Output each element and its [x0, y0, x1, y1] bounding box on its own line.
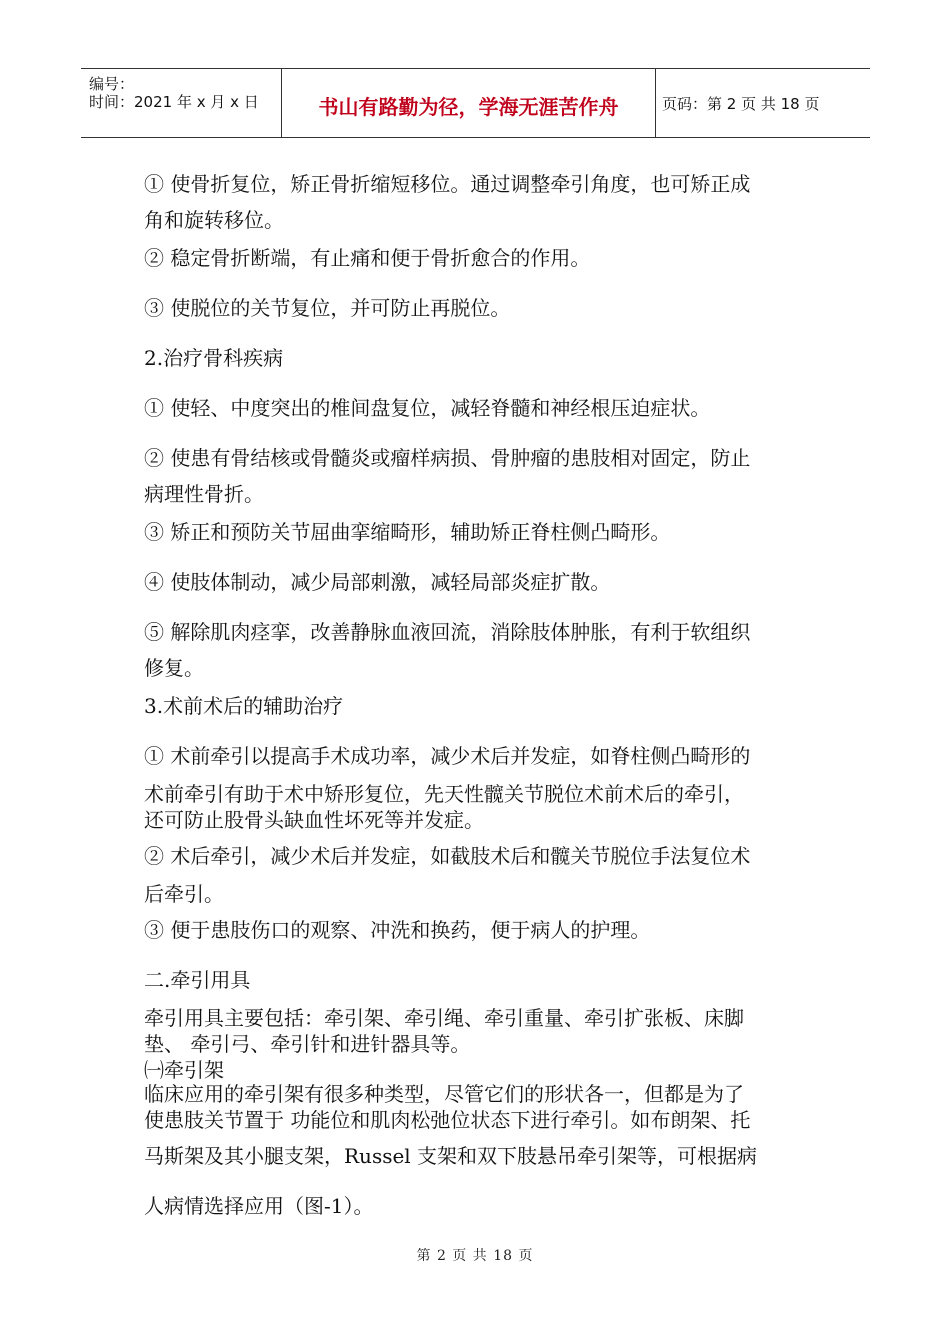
document-header: [81, 68, 870, 138]
header-number-label: 编号：: [89, 75, 135, 93]
body-line: 临床应用的牵引架有很多种类型，尽管它们的形状各一，但都是为了: [144, 1082, 744, 1106]
section-heading: 3.术前术后的辅助治疗: [144, 694, 344, 718]
body-line: 牵引用具主要包括：牵引架、牵引绳、牵引重量、牵引扩张板、床脚: [144, 1006, 744, 1030]
page-footer: 第 2 页 共 18 页: [416, 1248, 534, 1264]
header-motto: 书山有路勤为径，学海无涯苦作舟: [318, 95, 619, 119]
header-page-cell: [654, 69, 870, 137]
section-heading: 二.牵引用具: [144, 968, 251, 992]
header-meta-cell: [81, 69, 281, 137]
body-line: ② 使患有骨结核或骨髓炎或瘤样病损、骨肿瘤的患肢相对固定，防止: [144, 446, 751, 470]
header-motto-cell: [281, 69, 656, 137]
body-line: ③ 使脱位的关节复位，并可防止再脱位。: [144, 296, 511, 320]
body-line: ① 使骨折复位，矫正骨折缩短移位。通过调整牵引角度，也可矫正成: [144, 172, 751, 196]
body-line: 术前牵引有助于术中矫形复位，先天性髋关节脱位术前术后的牵引，: [144, 782, 744, 806]
header-date-label: 时间：2021 年 x 月 x 日: [89, 93, 259, 111]
body-line: ① 使轻、中度突出的椎间盘复位，减轻脊髓和神经根压迫症状。: [144, 396, 711, 420]
body-line: ④ 使肢体制动，减少局部刺激，减轻局部炎症扩散。: [144, 570, 611, 594]
body-line: ③ 矫正和预防关节屈曲挛缩畸形，辅助矫正脊柱侧凸畸形。: [144, 520, 671, 544]
body-line: 角和旋转移位。: [144, 208, 284, 232]
body-line: 修复。: [144, 656, 204, 680]
subsection-heading: ㈠牵引架: [144, 1058, 224, 1082]
body-line: 人病情选择应用（图-1）。: [144, 1194, 374, 1218]
body-line: ② 术后牵引，减少术后并发症，如截肢术后和髋关节脱位手法复位术: [144, 844, 751, 868]
body-line: ⑤ 解除肌肉痉挛，改善静脉血液回流，消除肢体肿胀，有利于软组织: [144, 620, 751, 644]
body-line: 垫、 牵引弓、牵引针和进针器具等。: [144, 1032, 471, 1056]
body-line: 还可防止股骨头缺血性坏死等并发症。: [144, 808, 484, 832]
body-line: 使患肢关节置于 功能位和肌肉松弛位状态下进行牵引。如布朗架、托: [144, 1108, 751, 1132]
header-page-info: 页码：第 2 页 共 18 页: [662, 95, 820, 113]
body-line: 后牵引。: [144, 882, 224, 906]
body-line: 病理性骨折。: [144, 482, 264, 506]
body-line: 马斯架及其小腿支架，Russel 支架和双下肢悬吊牵引架等，可根据病: [144, 1144, 758, 1168]
body-line: ③ 便于患肢伤口的观察、冲洗和换药，便于病人的护理。: [144, 918, 651, 942]
body-line: ② 稳定骨折断端，有止痛和便于骨折愈合的作用。: [144, 246, 591, 270]
section-heading: 2.治疗骨科疾病: [144, 346, 284, 370]
body-line: ① 术前牵引以提高手术成功率，减少术后并发症，如脊柱侧凸畸形的: [144, 744, 751, 768]
